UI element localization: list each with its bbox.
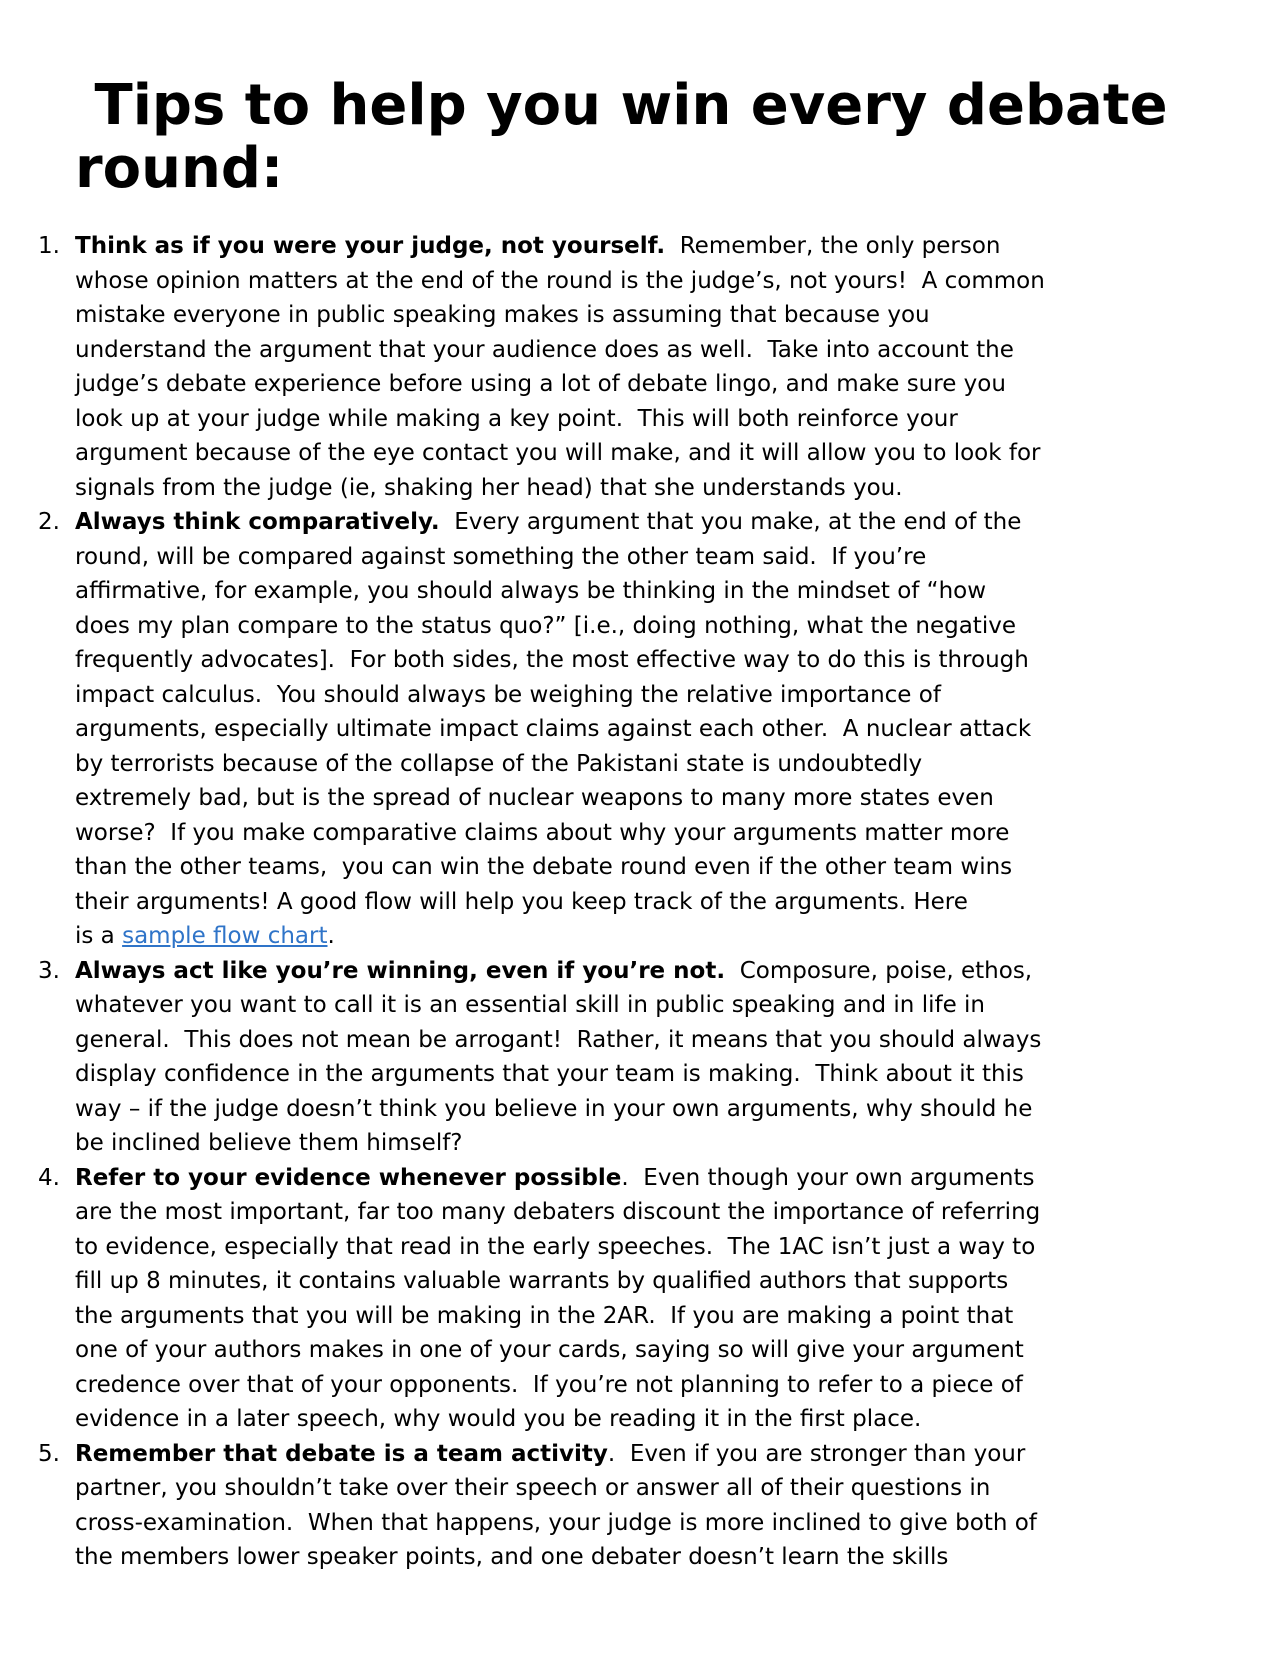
sample-flow-chart-link[interactable]: sample flow chart xyxy=(122,923,328,949)
text-run: . Even though your own arguments xyxy=(621,1164,1035,1191)
text-run: is a xyxy=(75,923,123,949)
list-item-2 xyxy=(0,505,1280,954)
text-line: the members lower speaker points, and one debater doesn’t learn the skills xyxy=(75,1544,949,1570)
text-run: Composure, poise, ethos, xyxy=(725,957,1033,984)
text-line xyxy=(75,919,1280,954)
text-line: understand the argument that your audience does as well. Take into account the xyxy=(75,336,1014,363)
text-line: frequently advocates]. For both sides, the most effective way to do this is through xyxy=(75,647,1029,673)
list-item-text xyxy=(75,954,1280,1161)
list-item-1 xyxy=(0,229,1280,505)
text-line: general. This does not mean be arrogant! Rather, it means that you should always xyxy=(75,1026,1042,1053)
text-line: whatever you want to call it is an essential skill in public speaking and in life in xyxy=(75,992,985,1018)
text-line: than the other teams, you can win the debate round even if the other team wins xyxy=(75,854,1013,880)
text-run: . xyxy=(327,923,335,949)
text-line: round, will be compared against something the other team said. If you’re xyxy=(75,543,927,570)
text-line: does my plan compare to the status quo?” [i.e., doing nothing, what the negative xyxy=(75,612,1016,639)
text-line: partner, you shouldn’t take over their speech or answer all of their questions in xyxy=(75,1475,991,1501)
text-line: to evidence, especially that read in the early speeches. The 1AC isn’t just a way to xyxy=(75,1233,1036,1260)
text-line: the arguments that you will be making in the 2AR. If you are making a point that xyxy=(75,1302,1014,1329)
text-line: be inclined believe them himself? xyxy=(75,1130,463,1156)
text-line: signals from the judge (ie, shaking her head) that she understands you. xyxy=(75,474,903,501)
list-item-text xyxy=(75,505,1280,954)
list-number: 2. xyxy=(38,509,60,535)
list-number: 4. xyxy=(38,1164,60,1191)
title-line: Tips to help you win every debate xyxy=(75,73,1168,138)
text-line: credence over that of your opponents. If you’re not planning to refer to a piece of xyxy=(75,1371,1023,1398)
text-line: display confidence in the arguments that your team is making. Think about it this xyxy=(75,1061,1024,1087)
list-item-text xyxy=(75,1437,1280,1575)
tip-heading: Remember that debate is a team activity xyxy=(75,1440,608,1467)
text-line: their arguments! A good flow will help you keep track of the arguments. Here xyxy=(75,888,968,915)
text-line: argument because of the eye contact you will make, and it will allow you to look for xyxy=(75,440,1041,466)
text-line: cross-examination. When that happens, your judge is more inclined to give both of xyxy=(75,1509,1037,1536)
text-line: are the most important, far too many debaters discount the importance of referring xyxy=(75,1199,1041,1225)
text-line: mistake everyone in public speaking makes is assuming that because you xyxy=(75,302,930,328)
tip-heading: Always act like you’re winning, even if you’re not. xyxy=(75,957,726,984)
text-line: whose opinion matters at the end of the round is the judge’s, not yours! A common xyxy=(75,267,1045,294)
text-line xyxy=(75,1437,1280,1472)
text-run: Remember, the only person xyxy=(665,233,1001,259)
title-line: round: xyxy=(75,136,284,201)
list-item-4 xyxy=(0,1161,1280,1437)
list-number: 3. xyxy=(38,957,60,984)
text-line: look up at your judge while making a key point. This will both reinforce your xyxy=(75,405,958,432)
tip-heading: Refer to your evidence whenever possible xyxy=(75,1164,622,1191)
text-line: judge’s debate experience before using a lot of debate lingo, and make sure you xyxy=(75,371,1006,397)
list-number: 5. xyxy=(38,1440,60,1467)
text-line: extremely bad, but is the spread of nuclear weapons to many more states even xyxy=(75,785,994,811)
list-number: 1. xyxy=(38,233,60,259)
text-line: worse? If you make comparative claims about why your arguments matter more xyxy=(75,819,1010,846)
text-line: arguments, especially ultimate impact claims against each other. A nuclear attack xyxy=(75,716,1032,742)
page-title xyxy=(75,74,1168,200)
text-line: evidence in a later speech, why would you be reading it in the first place. xyxy=(75,1406,922,1432)
text-line: one of your authors makes in one of your cards, saying so will give your argument xyxy=(75,1337,1024,1363)
text-run: Every argument that you make, at the end of the xyxy=(439,509,1022,535)
list-item-5 xyxy=(0,1437,1280,1575)
text-line: affirmative, for example, you should always be thinking in the mindset of “how xyxy=(75,578,987,604)
text-line: fill up 8 minutes, it contains valuable warrants by qualified authors that supports xyxy=(75,1268,1009,1294)
tip-heading: Always think comparatively. xyxy=(75,509,440,535)
text-line xyxy=(75,954,1280,989)
list-item-text xyxy=(75,229,1280,505)
list-item-text xyxy=(75,1161,1280,1437)
tip-heading: Think as if you were your judge, not yourself. xyxy=(75,233,666,259)
text-line: way – if the judge doesn’t think you believe in your own arguments, why should he xyxy=(75,1095,1033,1122)
text-line: impact calculus. You should always be weighing the relative importance of xyxy=(75,681,941,708)
text-line xyxy=(75,229,1280,264)
text-line: by terrorists because of the collapse of the Pakistani state is undoubtedly xyxy=(75,750,923,777)
text-line xyxy=(75,1161,1280,1196)
text-run: . Even if you are stronger than your xyxy=(607,1440,1026,1467)
tips-list xyxy=(0,229,1280,1575)
text-line xyxy=(75,505,1280,540)
list-item-3 xyxy=(0,954,1280,1161)
